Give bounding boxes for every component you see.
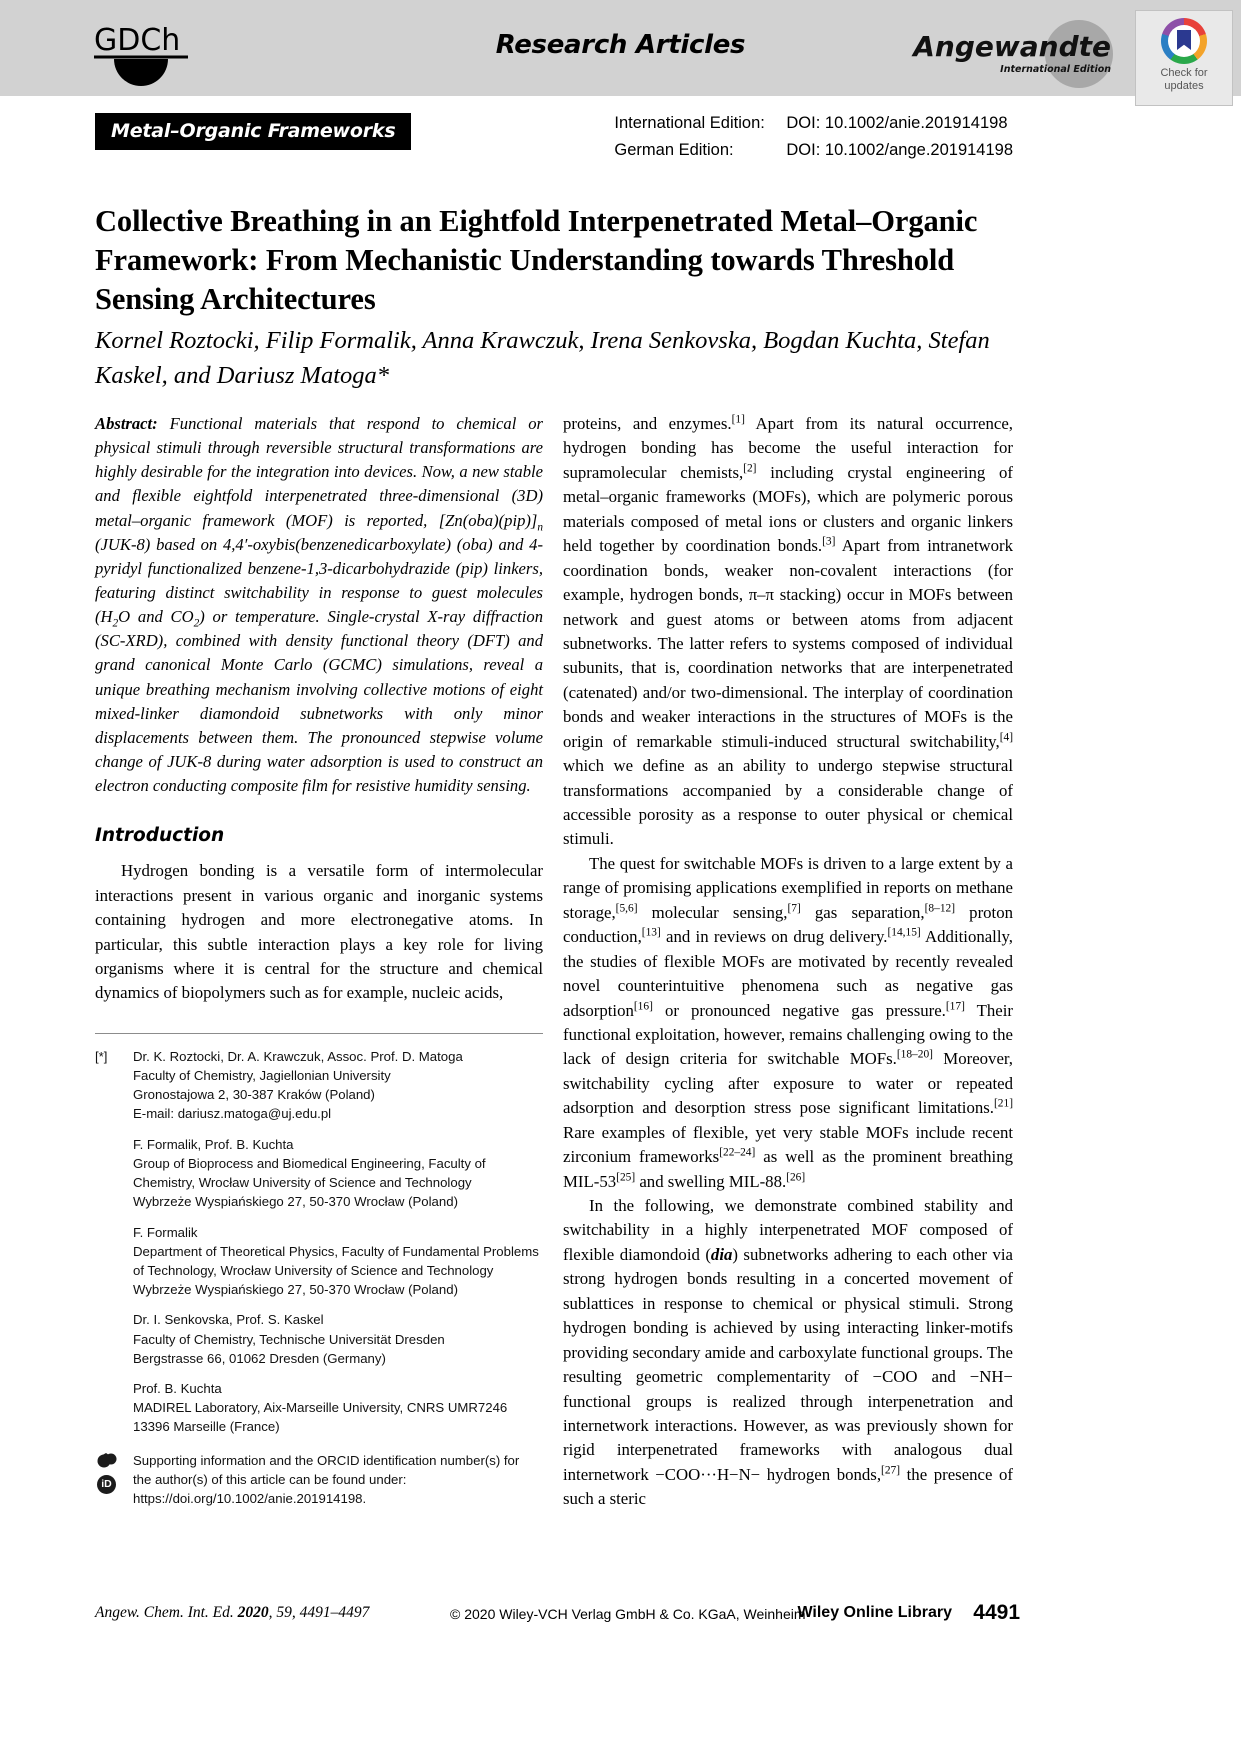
doi-german-row [614, 137, 1013, 164]
affiliation-line: Dr. I. Senkovska, Prof. S. Kaskel [133, 1312, 324, 1328]
banner-title: Research Articles [495, 30, 746, 60]
affiliation-line: Dr. K. Roztocki, Dr. A. Krawczuk, Assoc. Prof. D. Matoga [133, 1048, 463, 1064]
check-updates-line2: updates [1164, 79, 1204, 92]
supporting-information-icon [97, 1452, 118, 1469]
abstract-text: Functional materials that respond to chemical or physical stimuli through reversible structural transformations are highly desirable for the integration into devices. Now, a new stable and flexible eightfold interpenetrated three-dimensional (3D) metal–organic framework (MOF) is reported, $[Zn(oba)(pip)]_n$ (JUK-8) based on 4,4′-oxybis(benzenedicarboxylate) (oba) and 4-pyridyl functionalized benzene-1,3-dicarbohydrazide (pip) linkers, featuring distinct switchability in response to guest molecules ($H_2O$ and $CO_2$) or temperature. Single-crystal X-ray diffraction (SC-XRD), combined with density functional theory (DFT) and grand canonical Monte Carlo (GCMC) simulations, reveal a unique breathing mechanism involving collective motions of eight mixed-linker diamondoid subnetworks with only minor displacements between them. The pronounced stepwise volume change of JUK-8 during water adsorption is used to construct an electron conducting composite film for resistive humidity sensing. [95, 414, 543, 796]
doi-german-value[interactable]: DOI: 10.1002/ange.201914198 [786, 140, 1013, 159]
body-paragraph-1: proteins, and enzymes.[1] Apart from its natural occurrence, hydrogen bonding has become the useful interaction for supramolecular chemists,[2] including crystal engineering of metal–organic frameworks (MOFs), which are polymeric porous materials composed of metal ions or clusters and organic linkers held together by coordination bonds.[3] Apart from intranetwork coordination bonds, weaker non-covalent interactions (for example, hydrogen bonds, π–π stacking) occur in MOFs between network and guest atoms or between atoms from adjacent subnetworks. The latter refers to systems composed of individual subunits, that is, coordination networks that are interpenetrated (catenated) and/or two-dimensional. The interplay of coordination bonds and weaker interactions in the structures of MOFs is the origin of remarkable stimuli-induced structural switchability,[4] which we define as an ability to undergo stepwise structural transformations accompanied by a considerable change of accessible porosity as a response to outer physical or chemical stimuli. [563, 413, 1014, 849]
affiliation-line: Wybrzeże Wyspiańskiego 27, 50-370 Wrocław (Poland) [133, 1282, 458, 1298]
affiliation-group [95, 1379, 543, 1437]
affiliation-email[interactable]: E-mail: dariusz.matoga@uj.edu.pl [133, 1106, 332, 1122]
bookmark-icon [1177, 30, 1191, 50]
affiliation-line: F. Formalik, Prof. B. Kuchta [133, 1136, 294, 1152]
journal-subtitle: International Edition [1000, 64, 1111, 75]
body-paragraph-3: In the following, we demonstrate combined stability and switchability in a highly interpenetrated MOF composed of flexible diamondoid (dia) subnetworks adhering to each other via strong hydrogen bonds resulting in a concerted movement of sublattices in response to chemical or physical stimuli. Strong hydrogen bonding is achieved by using interacting linker-motifs providing secondary amide and carboxylate functional groups. The resulting geometric complementarity of −COO and −NH− functional groups is realized through interpenetration and internetwork interactions. However, as was previously shown for rigid interpenetrated frameworks with analogous dual internetwork −COO···H−N− hydrogen bonds,[27] the presence of such a steric [563, 1196, 1014, 1509]
right-column [563, 412, 1013, 1512]
affiliation-line: F. Formalik [133, 1224, 198, 1240]
supporting-info-icons [97, 1452, 127, 1499]
supporting-info-line: the author(s) of this article can be found under: [133, 1471, 407, 1487]
affiliation-line: Chemistry, Wrocław University of Science and Technology [133, 1175, 472, 1191]
journal-header-bar [0, 0, 1241, 96]
supporting-information-block [95, 1451, 543, 1509]
crossmark-icon [1161, 18, 1207, 64]
footer-wiley-online-library[interactable]: Wiley Online Library [797, 1604, 952, 1621]
affiliation-line: Bergstrasse 66, 01062 Dresden (Germany) [133, 1350, 386, 1366]
footer-citation-prefix: Angew. Chem. Int. Ed. [95, 1604, 234, 1621]
footer-page-number: 4491 [973, 1601, 1020, 1624]
supporting-info-doi-link[interactable]: https://doi.org/10.1002/anie.201914198. [133, 1490, 367, 1506]
doi-german-label: German Edition: [614, 140, 734, 159]
keyword-badge: Metal–Organic Frameworks [95, 113, 411, 150]
affiliation-line: Faculty of Chemistry, Jagiellonian University [133, 1068, 391, 1084]
affiliation-line: 13396 Marseille (France) [133, 1419, 280, 1435]
journal-name: Angewandte [913, 30, 1111, 63]
affiliation-group [95, 1223, 543, 1300]
footer-citation-rest: , 59, 4491–4497 [268, 1604, 370, 1621]
doi-international-label: International Edition: [614, 114, 765, 132]
footer-citation [95, 1604, 369, 1622]
page-title: Collective Breathing in an Eightfold Interpenetrated Metal–Organic Framework: From Mechanistic Understanding towards Threshold Sensing Architectures [95, 204, 978, 317]
supporting-info-line: Supporting information and the ORCID identification number(s) for [133, 1452, 520, 1468]
abstract-label: Abstract: [95, 414, 158, 433]
affiliation-line: Prof. B. Kuchta [133, 1380, 222, 1396]
orcid-icon: iD [97, 1475, 116, 1494]
check-updates-line1: Check for [1160, 67, 1208, 79]
doi-international-row [614, 110, 1013, 137]
doi-block [614, 110, 1013, 163]
affiliation-group [95, 1135, 543, 1212]
affiliation-line: Faculty of Chemistry, Technische Universität Dresden [133, 1331, 445, 1347]
affiliations-block [95, 1034, 543, 1508]
affiliation-line: Gronostajowa 2, 30-387 Kraków (Poland) [133, 1087, 375, 1103]
doi-international-value[interactable]: DOI: 10.1002/anie.201914198 [786, 114, 1008, 132]
affiliation-line: MADIREL Laboratory, Aix-Marseille University, CNRS UMR7246 [133, 1400, 508, 1416]
footer-citation-year: 2020 [237, 1604, 269, 1621]
intro-paragraph-1: Hydrogen bonding is a versatile form of intermolecular interactions present in various organic and inorganic systems containing hydrogen and more electronegative atoms. In particular, this subtle interaction plays a key role for living organisms where it is central for the structure and chemical dynamics of biopolymers such as for example, nucleic acids, [95, 861, 543, 1003]
body-paragraph-2: The quest for switchable MOFs is driven to a large extent by a range of promising applications exemplified in reports on methane storage,[5,6] molecular sensing,[7] gas separation,[8–12] proton conduction,[13] and in reviews on drug delivery.[14,15] Additionally, the studies of flexible MOFs are motivated by recently revealed novel counterintuitive phenomena such as negative gas adsorption[16] or pronounced negative gas pressure.[17] Their functional exploitation, however, remains challenging owing to the lack of design criteria for switchable MOFs.[18–20] Moreover, switchability cycling after exposure to water or repeated adsorption and desorption stress pose significant limitations.[21] Rare examples of flexible, yet very stable MOFs include recent zirconium frameworks[22–24] as well as the prominent breathing MIL-53[25] and swelling MIL-88.[26] [563, 853, 1014, 1191]
author-list: Kornel Roztocki, Filip Formalik, Anna Krawczuk, Irena Senkovska, Bogdan Kuchta, Stefan Kaskel, and Dariusz Matoga* [95, 327, 990, 389]
left-column [95, 412, 543, 1508]
affiliation-group [95, 1047, 543, 1124]
section-heading-introduction: Introduction [95, 825, 225, 847]
journal-logo [913, 16, 1113, 88]
svg-text:GDCh: GDCh [94, 23, 181, 58]
affiliation-line: Group of Bioprocess and Biomedical Engineering, Faculty of [133, 1155, 486, 1171]
affiliation-line: Wybrzeże Wyspiańskiego 27, 50-370 Wrocław (Poland) [133, 1194, 458, 1210]
affiliation-line: Department of Theoretical Physics, Faculty of Fundamental Problems [133, 1243, 539, 1259]
page-footer [95, 1601, 1020, 1630]
footer-copyright: © 2020 Wiley-VCH Verlag GmbH & Co. KGaA, Weinheim [450, 1606, 806, 1622]
affiliation-marker: [*] [95, 1048, 108, 1064]
check-for-updates-badge[interactable] [1135, 10, 1233, 106]
affiliation-line: of Technology, Wrocław University of Science and Technology [133, 1262, 494, 1278]
affiliation-group [95, 1310, 543, 1368]
abstract [95, 412, 543, 798]
